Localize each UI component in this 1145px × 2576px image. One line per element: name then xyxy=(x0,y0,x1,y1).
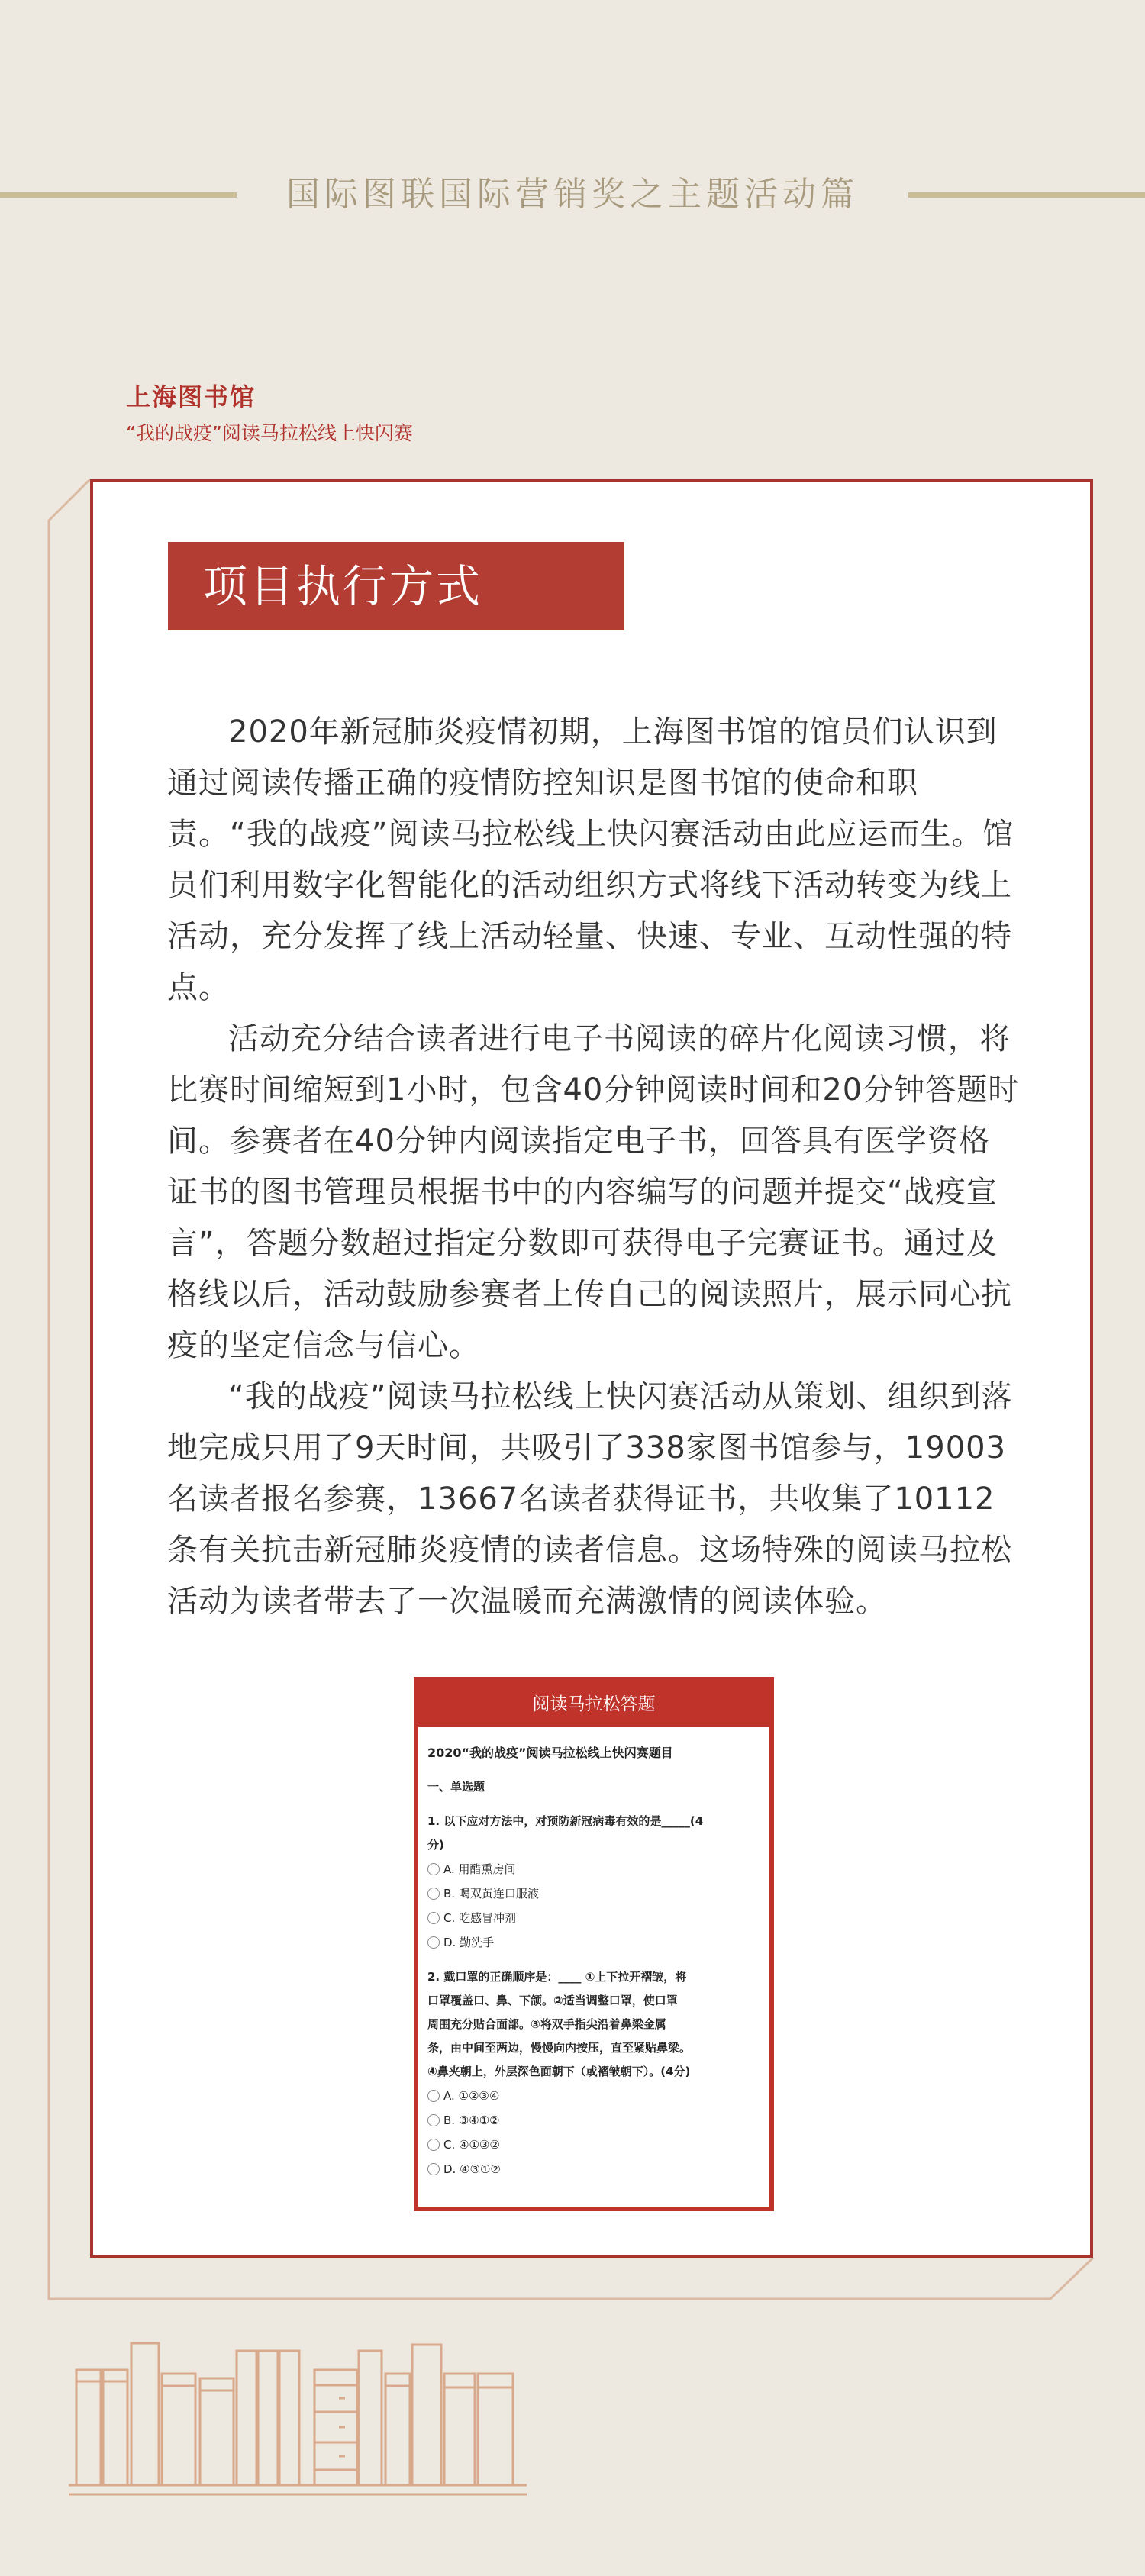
radio-icon[interactable] xyxy=(427,2139,440,2151)
question-line: 口罩覆盖口、鼻、下颌。②适当调整口罩，使口罩 xyxy=(427,1994,678,2007)
paragraph: “我的战疫”阅读马拉松线上快闪赛活动从策划、组织到落地完成只用了9天时间，共吸引了338家图书馆参与，19003名读者报名参赛，13667名读者获得证书，共收集了10112条有关抗击新冠肺炎疫情的读者信息。这场特殊的阅读马拉松活动为读者带去了一次温暖而充满激情的阅读体验。 xyxy=(167,1379,1013,1619)
option-label: A. 用醋熏房间 xyxy=(443,1862,516,1876)
question-line: 条，由中间至两边，慢慢向内按压，直至紧贴鼻梁。 xyxy=(427,2041,692,2055)
answer-option[interactable] xyxy=(427,2084,760,2108)
option-label: C. ④①③② xyxy=(443,2138,500,2152)
answer-option[interactable] xyxy=(427,1906,760,1930)
radio-icon[interactable] xyxy=(427,1888,440,1900)
answer-option[interactable] xyxy=(427,1857,760,1881)
radio-icon[interactable] xyxy=(427,1936,440,1949)
question-line: 分) xyxy=(427,1838,444,1852)
answer-option[interactable] xyxy=(427,1881,760,1906)
answer-option[interactable] xyxy=(427,2157,760,2181)
question-line: 1. 以下应对方法中，对预防新冠病毒有效的是_____(4 xyxy=(427,1814,704,1828)
quiz-screenshot xyxy=(414,1677,774,2211)
question-line: ④鼻夹朝上，外层深色面朝下（或褶皱朝下）。(4分) xyxy=(427,2065,691,2078)
question-line: 周围充分贴合面部。③将双手指尖沿着鼻梁金属 xyxy=(427,2017,666,2031)
option-label: D. 勤洗手 xyxy=(443,1936,495,1949)
radio-icon[interactable] xyxy=(427,2114,440,2126)
paragraph: 2020年新冠肺炎疫情初期，上海图书馆的馆员们认识到通过阅读传播正确的疫情防控知识是图书馆的使命和职责。“我的战疫”阅读马拉松线上快闪赛活动由此应运而生。馆员们利用数字化智能化的活动组织方式将线下活动转变为线上活动，充分发挥了线上活动轻量、快速、专业、互动性强的特点。 xyxy=(167,714,1014,1005)
radio-icon[interactable] xyxy=(427,2090,440,2102)
option-label: C. 吃感冒冲剂 xyxy=(443,1911,517,1925)
paragraph: 活动充分结合读者进行电子书阅读的碎片化阅读习惯，将比赛时间缩短到1小时，包含40分钟阅读时间和20分钟答题时间。参赛者在40分钟内阅读指定电子书，回答具有医学资格证书的图书管理员根据书中的内容编写的问题并提交“战疫宣言”，答题分数超过指定分数即可获得电子完赛证书。通过及格线以后，活动鼓励参赛者上传自己的阅读照片，展示同心抗疫的坚定信念与信心。 xyxy=(167,1021,1020,1363)
option-label: B. 喝双黄连口服液 xyxy=(443,1887,539,1901)
library-name: 上海图书馆 xyxy=(126,382,256,411)
quiz-header: 阅读马拉松答题 xyxy=(418,1681,769,1727)
question-line: 2. 戴口罩的正确顺序是：____ ①上下拉开褶皱，将 xyxy=(427,1970,687,1984)
radio-icon[interactable] xyxy=(427,1863,440,1875)
article-body xyxy=(167,707,1021,1627)
answer-option[interactable] xyxy=(427,1930,760,1955)
section-title: 项目执行方式 xyxy=(168,542,624,630)
activity-name: “我的战疫”阅读马拉松线上快闪赛 xyxy=(126,422,413,444)
header-title: 国际图联国际营销奖之主题活动篇 xyxy=(286,175,859,214)
quiz-title: 2020“我的战疫”阅读马拉松线上快闪赛题目 xyxy=(427,1746,673,1760)
option-label: A. ①②③④ xyxy=(443,2089,500,2103)
radio-icon[interactable] xyxy=(427,1912,440,1924)
option-label: D. ④③①② xyxy=(443,2162,501,2176)
quiz-section: 一、单选题 xyxy=(427,1780,485,1794)
option-label: B. ③④①② xyxy=(443,2113,500,2127)
content-card xyxy=(90,479,1093,2258)
radio-icon[interactable] xyxy=(427,2163,440,2175)
bookshelf-illustration xyxy=(0,2336,550,2519)
answer-option[interactable] xyxy=(427,2108,760,2133)
answer-option[interactable] xyxy=(427,2133,760,2157)
